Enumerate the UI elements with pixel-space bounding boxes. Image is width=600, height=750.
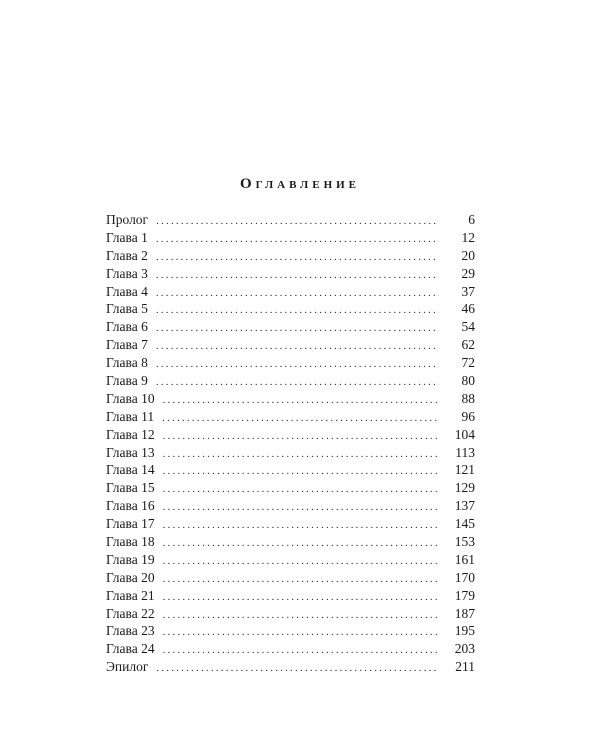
toc-dot-leader xyxy=(162,410,439,428)
toc-dot-leader xyxy=(156,213,439,231)
toc-dot-leader xyxy=(163,553,439,571)
toc-entry xyxy=(106,497,475,515)
toc-entry xyxy=(106,605,475,623)
toc-entry-label: Глава 24 xyxy=(106,641,155,657)
toc-entry-page-number: 170 xyxy=(454,569,475,585)
toc-entry-page-number: 12 xyxy=(461,229,475,245)
toc-dot-leader xyxy=(156,356,439,374)
toc-entry-page-number: 195 xyxy=(454,623,475,639)
toc-entry xyxy=(106,300,475,318)
toc-entry-page-number: 46 xyxy=(461,301,475,317)
toc-dot-leader xyxy=(156,374,439,392)
toc-dot-leader xyxy=(163,517,439,535)
toc-entry-page-number: 96 xyxy=(461,408,475,424)
toc-entry-page-number: 72 xyxy=(461,355,475,371)
toc-entry xyxy=(106,229,475,247)
toc-entry xyxy=(106,622,475,640)
toc-entry-label: Глава 15 xyxy=(106,480,155,496)
toc-entry-label: Глава 13 xyxy=(106,444,155,460)
toc-entry-page-number: 29 xyxy=(461,265,475,281)
toc-entry-page-number: 104 xyxy=(454,426,475,442)
toc-entry-page-number: 88 xyxy=(461,390,475,406)
toc-entry xyxy=(106,354,475,372)
toc-entry xyxy=(106,444,475,462)
toc-entry-page-number: 187 xyxy=(454,605,475,621)
toc-entry-label: Глава 3 xyxy=(106,265,148,281)
toc-entry-page-number: 113 xyxy=(455,444,475,460)
toc-entry-label: Глава 11 xyxy=(106,408,155,424)
toc-title: Оглавление xyxy=(239,176,361,192)
toc-entry xyxy=(106,533,475,551)
toc-dot-leader xyxy=(156,660,439,678)
toc-entry-label: Глава 20 xyxy=(106,569,155,585)
toc-entry xyxy=(106,372,475,390)
toc-entry-label: Глава 7 xyxy=(106,337,148,353)
toc-entry-page-number: 6 xyxy=(468,212,475,227)
toc-entry-label: Глава 5 xyxy=(106,301,148,317)
toc-entry-label: Глава 9 xyxy=(106,373,148,389)
toc-entry-label: Глава 8 xyxy=(106,355,148,371)
toc-entry-page-number: 37 xyxy=(461,283,475,299)
toc-entry-page-number: 20 xyxy=(461,247,475,263)
toc-dot-leader xyxy=(156,338,439,356)
toc-dot-leader xyxy=(163,499,439,517)
toc-entry-label: Глава 18 xyxy=(106,534,155,550)
toc-dot-leader xyxy=(156,285,439,303)
toc-dot-leader xyxy=(163,428,439,446)
toc-entry xyxy=(106,569,475,587)
toc-entry xyxy=(106,390,475,408)
toc-dot-leader xyxy=(163,607,439,625)
toc-entry-page-number: 54 xyxy=(461,319,475,335)
toc-dot-leader xyxy=(163,535,439,553)
toc-entry-label: Глава 6 xyxy=(106,319,148,335)
toc-dot-leader xyxy=(163,642,439,660)
toc-list xyxy=(106,211,475,676)
toc-entry xyxy=(106,265,475,283)
toc-entry xyxy=(106,640,475,658)
toc-entry-page-number: 80 xyxy=(461,373,475,389)
toc-dot-leader xyxy=(156,231,439,249)
toc-entry-label: Глава 1 xyxy=(106,229,148,245)
toc-dot-leader xyxy=(163,481,439,499)
toc-entry-label: Глава 17 xyxy=(106,516,155,532)
toc-entry xyxy=(106,336,475,354)
toc-entry-page-number: 203 xyxy=(454,641,475,657)
toc-entry-page-number: 121 xyxy=(454,462,475,478)
toc-entry xyxy=(106,587,475,605)
toc-dot-leader xyxy=(163,446,439,464)
toc-dot-leader xyxy=(156,267,439,285)
toc-entry-label: Пролог xyxy=(106,212,149,227)
toc-entry-label: Глава 21 xyxy=(106,587,155,603)
toc-entry xyxy=(106,247,475,265)
toc-entry xyxy=(106,283,475,301)
toc-entry-page-number: 179 xyxy=(454,587,475,603)
toc-entry xyxy=(106,551,475,569)
toc-dot-leader xyxy=(163,571,439,589)
toc-entry xyxy=(106,658,475,676)
toc-entry xyxy=(106,426,475,444)
toc-dot-leader xyxy=(156,320,439,338)
toc-dot-leader xyxy=(163,392,439,410)
toc-dot-leader xyxy=(163,589,439,607)
toc-dot-leader xyxy=(156,302,439,320)
toc-entry xyxy=(106,479,475,497)
toc-entry-page-number: 161 xyxy=(454,551,475,567)
toc-entry-page-number: 129 xyxy=(454,480,475,496)
toc-entry-label: Глава 10 xyxy=(106,390,155,406)
toc-entry-page-number: 153 xyxy=(454,534,475,550)
toc-entry xyxy=(106,515,475,533)
toc-entry xyxy=(106,408,475,426)
toc-entry-label: Глава 23 xyxy=(106,623,155,639)
toc-entry-label: Эпилог xyxy=(106,659,149,675)
toc-entry-label: Глава 19 xyxy=(106,551,155,567)
toc-entry-label: Глава 14 xyxy=(106,462,155,478)
toc-dot-leader xyxy=(163,463,439,481)
toc-entry-page-number: 137 xyxy=(454,498,475,514)
toc-entry-label: Глава 12 xyxy=(106,426,155,442)
toc-entry-label: Глава 16 xyxy=(106,498,155,514)
toc-entry-page-number: 145 xyxy=(454,516,475,532)
toc-entry-label: Глава 22 xyxy=(106,605,155,621)
toc-entry-page-number: 62 xyxy=(461,337,475,353)
toc-entry-label: Глава 2 xyxy=(106,247,148,263)
toc-entry xyxy=(106,318,475,336)
toc-dot-leader xyxy=(163,624,439,642)
toc-dot-leader xyxy=(156,249,439,267)
toc-entry-page-number: 211 xyxy=(455,659,475,675)
toc-entry-label: Глава 4 xyxy=(106,283,148,299)
toc-entry xyxy=(106,211,475,229)
toc-entry xyxy=(106,461,475,479)
